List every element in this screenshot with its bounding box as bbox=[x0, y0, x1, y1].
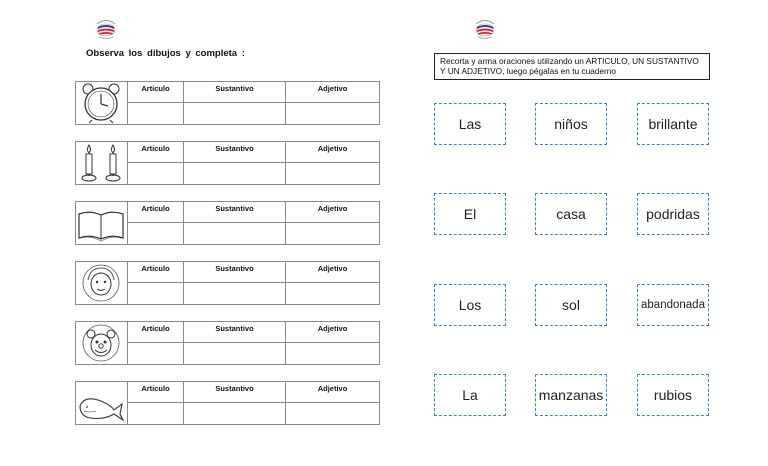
header-sustantivo: Sustantivo bbox=[184, 142, 286, 163]
answer-cell-sustantivo[interactable] bbox=[184, 403, 286, 424]
flag-logo-icon bbox=[93, 15, 119, 41]
answer-cell-articulo[interactable] bbox=[128, 283, 184, 304]
worksheet-row bbox=[75, 81, 380, 125]
clown-face-icon bbox=[76, 322, 126, 364]
picture-cell bbox=[76, 382, 128, 424]
header-adjetivo: Adjetivo bbox=[286, 202, 379, 223]
worksheet-row bbox=[75, 321, 380, 365]
header-articulo: Articulo bbox=[128, 202, 184, 223]
header-sustantivo: Sustantivo bbox=[184, 262, 286, 283]
candles-icon bbox=[76, 142, 126, 184]
flag-logo-left bbox=[93, 15, 119, 41]
word-card[interactable]: Las bbox=[434, 103, 506, 145]
word-card[interactable]: casa bbox=[535, 193, 607, 235]
header-adjetivo: Adjetivo bbox=[286, 322, 379, 343]
picture-cell bbox=[76, 82, 128, 124]
header-articulo: Articulo bbox=[128, 142, 184, 163]
girl-face-icon bbox=[76, 262, 126, 304]
word-card[interactable]: El bbox=[434, 193, 506, 235]
alarm-clock-icon bbox=[76, 82, 126, 124]
header-adjetivo: Adjetivo bbox=[286, 142, 379, 163]
word-card[interactable]: rubios bbox=[637, 374, 709, 416]
header-adjetivo: Adjetivo bbox=[286, 82, 379, 103]
flag-logo-icon bbox=[472, 15, 498, 41]
answer-cell-adjetivo[interactable] bbox=[286, 343, 379, 364]
word-card[interactable]: podridas bbox=[637, 193, 709, 235]
answer-cell-articulo[interactable] bbox=[128, 103, 184, 124]
header-articulo: Articulo bbox=[128, 382, 184, 403]
header-sustantivo: Sustantivo bbox=[184, 322, 286, 343]
answer-cell-adjetivo[interactable] bbox=[286, 223, 379, 244]
header-adjetivo: Adjetivo bbox=[286, 262, 379, 283]
picture-cell bbox=[76, 262, 128, 304]
word-card[interactable]: sol bbox=[535, 284, 607, 326]
flag-logo-right bbox=[472, 15, 498, 41]
worksheet-row bbox=[75, 201, 380, 245]
right-instruction: Recorta y arma oraciones utilizando un ARTICULO, UN SUSTANTIVO Y UN ADJETIVO, luego pégalas en tu cuaderno bbox=[434, 53, 710, 80]
header-sustantivo: Sustantivo bbox=[184, 382, 286, 403]
whale-icon bbox=[76, 382, 126, 424]
answer-cell-articulo[interactable] bbox=[128, 403, 184, 424]
answer-cell-articulo[interactable] bbox=[128, 343, 184, 364]
answer-cell-sustantivo[interactable] bbox=[184, 223, 286, 244]
answer-cell-sustantivo[interactable] bbox=[184, 343, 286, 364]
word-card[interactable]: niños bbox=[535, 103, 607, 145]
answer-cell-articulo[interactable] bbox=[128, 223, 184, 244]
picture-cell bbox=[76, 322, 128, 364]
answer-cell-sustantivo[interactable] bbox=[184, 163, 286, 184]
worksheet-row bbox=[75, 381, 380, 425]
header-adjetivo: Adjetivo bbox=[286, 382, 379, 403]
word-card[interactable]: Los bbox=[434, 284, 506, 326]
header-articulo: Articulo bbox=[128, 262, 184, 283]
header-sustantivo: Sustantivo bbox=[184, 202, 286, 223]
word-card[interactable]: manzanas bbox=[535, 374, 607, 416]
header-articulo: Articulo bbox=[128, 322, 184, 343]
answer-cell-sustantivo[interactable] bbox=[184, 103, 286, 124]
answer-cell-adjetivo[interactable] bbox=[286, 163, 379, 184]
open-book-icon bbox=[76, 202, 126, 244]
worksheet-row bbox=[75, 141, 380, 185]
word-card[interactable]: La bbox=[434, 374, 506, 416]
answer-cell-adjetivo[interactable] bbox=[286, 403, 379, 424]
picture-cell bbox=[76, 142, 128, 184]
picture-cell bbox=[76, 202, 128, 244]
header-sustantivo: Sustantivo bbox=[184, 82, 286, 103]
worksheet-row bbox=[75, 261, 380, 305]
answer-cell-sustantivo[interactable] bbox=[184, 283, 286, 304]
header-articulo: Articulo bbox=[128, 82, 184, 103]
left-instruction: Observa los dibujos y completa : bbox=[86, 48, 245, 59]
answer-cell-adjetivo[interactable] bbox=[286, 103, 379, 124]
word-card[interactable]: abandonada bbox=[637, 284, 709, 326]
answer-cell-adjetivo[interactable] bbox=[286, 283, 379, 304]
answer-cell-articulo[interactable] bbox=[128, 163, 184, 184]
word-card[interactable]: brillante bbox=[637, 103, 709, 145]
